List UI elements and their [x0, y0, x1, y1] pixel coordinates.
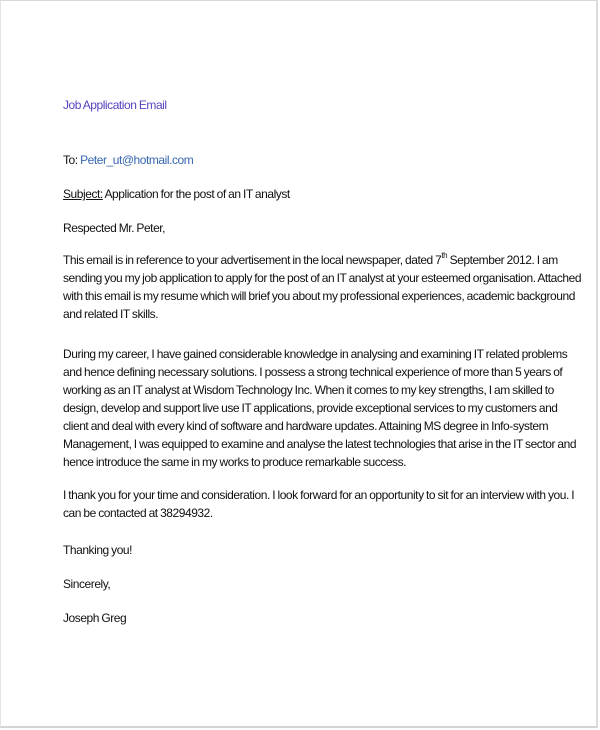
paragraph-line: design, develop and support live use IT applications, provide exceptional services to my customers and	[63, 401, 558, 415]
line-text: September 2012. I am	[447, 253, 558, 267]
paragraph-line: I thank you for your time and consideration. I look forward for an opportunity to sit for an interview with you. I	[63, 488, 575, 502]
signature-name: Joseph Greg	[63, 611, 127, 625]
recipient-line	[63, 153, 193, 167]
paragraph-line: and related IT skills.	[63, 307, 159, 321]
paragraph-line: hence introduce the same in my works to produce remarkable success.	[63, 455, 407, 469]
closing-phrase: Sincerely,	[63, 577, 111, 591]
ordinal-suffix: th	[441, 251, 448, 260]
line-text: This email is in reference to your advertisement in the local newspaper, dated 7	[63, 253, 442, 267]
paragraph-line	[63, 251, 563, 269]
paragraph-line: sending you my job application to apply for the post of an IT analyst at your esteemed organisation. Attached	[63, 271, 582, 285]
paragraph-experience	[63, 345, 577, 471]
paragraph-line: with this email is my resume which will brief you about my professional experiences, academic background	[63, 289, 575, 303]
paragraph-line: working as an IT analyst at Wisdom Technology Inc. When it comes to my key strengths, I am skilled to	[63, 383, 554, 397]
closing-thanks: Thanking you!	[63, 543, 133, 557]
document-title: Job Application Email	[63, 98, 167, 112]
paragraph-line: Management, I was equipped to examine and analyse the latest technologies that arise in the IT sector and	[63, 437, 577, 451]
subject-text: Application for the post of an IT analyst	[102, 187, 290, 201]
paragraph-thanks	[63, 486, 575, 522]
recipient-email-link[interactable]: Peter_ut@hotmail.com	[80, 153, 194, 167]
paragraph-line: During my career, I have gained considerable knowledge in analysing and examining IT related problems	[63, 347, 568, 361]
paragraph-line: can be contacted at 38294932.	[63, 506, 213, 520]
subject-line	[63, 187, 290, 201]
paragraph-line: client and deal with every kind of software and hardware updates. Attaining MS degree in Info-system	[63, 419, 549, 433]
salutation: Respected Mr. Peter,	[63, 221, 166, 235]
paragraph-intro	[63, 251, 582, 323]
to-label: To:	[63, 153, 78, 167]
paragraph-line: and hence defining necessary solutions. I possess a strong technical experience of more than 5 years of	[63, 365, 563, 379]
subject-label: Subject:	[63, 187, 103, 201]
